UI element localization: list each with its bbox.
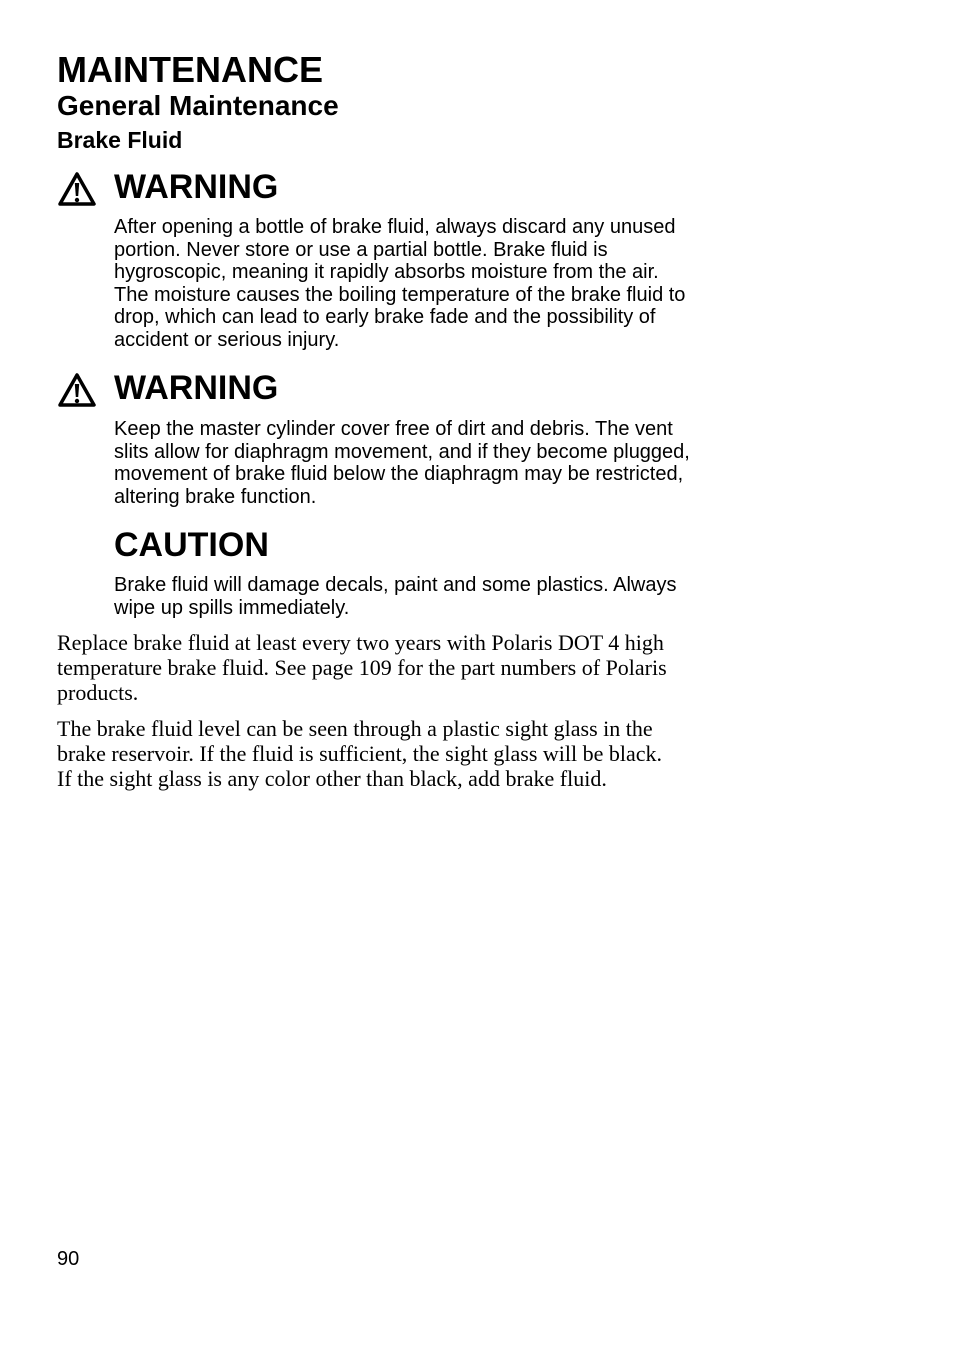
text-line: Keep the master cylinder cover free of dirt and debris. The vent bbox=[114, 418, 673, 440]
caution-text bbox=[114, 574, 784, 619]
text-line: slits allow for diaphragm movement, and if they become plugged, bbox=[114, 440, 690, 463]
topic-title: Brake Fluid bbox=[57, 127, 183, 153]
text-line: Replace brake fluid at least every two years with Polaris DOT 4 high bbox=[57, 630, 664, 655]
text-line: temperature brake fluid. See page 109 for the part numbers of Polaris bbox=[57, 655, 667, 680]
warning-heading: WARNING bbox=[114, 168, 279, 206]
text-line: portion. Never store or use a partial bottle. Brake fluid is bbox=[114, 238, 608, 261]
page-number: 90 bbox=[57, 1248, 80, 1270]
text-line: products. bbox=[57, 680, 139, 705]
warning-text bbox=[114, 216, 784, 351]
text-line: brake reservoir. If the fluid is sufficient, the sight glass will be black. bbox=[57, 741, 663, 766]
body-paragraph bbox=[57, 630, 777, 705]
text-line: After opening a bottle of brake fluid, always discard any unused bbox=[114, 216, 676, 238]
text-line: altering brake function. bbox=[114, 485, 317, 508]
text-line: accident or serious injury. bbox=[114, 328, 340, 351]
text-line: The brake fluid level can be seen through a plastic sight glass in the bbox=[57, 716, 653, 741]
caution-heading: CAUTION bbox=[114, 526, 269, 564]
text-line: Brake fluid will damage decals, paint and some plastics. Always bbox=[114, 574, 677, 596]
warning-triangle-icon bbox=[58, 172, 96, 206]
warning-heading: WARNING bbox=[114, 369, 279, 407]
section-title: MAINTENANCE bbox=[57, 49, 323, 90]
text-line: movement of brake fluid below the diaphragm may be restricted, bbox=[114, 463, 684, 485]
warning-triangle-icon bbox=[58, 373, 96, 407]
text-line: The moisture causes the boiling temperature of the brake fluid to bbox=[114, 283, 686, 306]
subsection-title: General Maintenance bbox=[57, 90, 339, 121]
text-line: drop, which can lead to early brake fade and the possibility of bbox=[114, 306, 656, 328]
text-line: hygroscopic, meaning it rapidly absorbs moisture from the air. bbox=[114, 261, 659, 283]
text-line: If the sight glass is any color other than black, add brake fluid. bbox=[57, 766, 607, 791]
body-paragraph bbox=[57, 716, 777, 791]
warning-text bbox=[114, 418, 784, 508]
text-line: wipe up spills immediately. bbox=[114, 596, 350, 619]
